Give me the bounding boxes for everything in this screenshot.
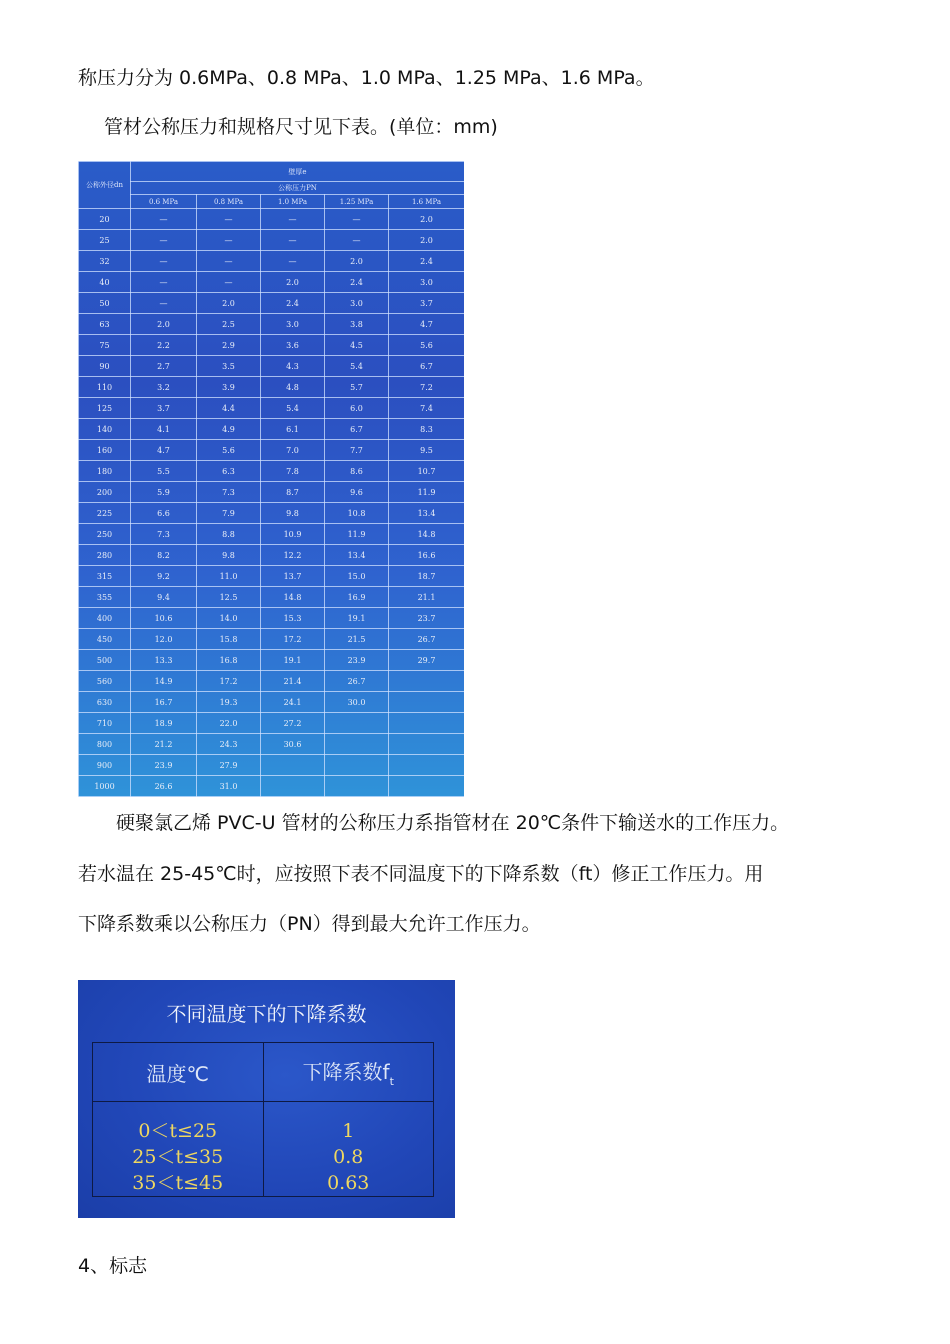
pipe-spec-table [78,161,464,797]
thickness-cell: — [261,209,325,230]
thickness-cell: 8.8 [197,524,261,545]
diameter-cell: 32 [79,251,131,272]
diameter-cell: 200 [79,482,131,503]
thickness-cell: 19.1 [325,608,389,629]
thickness-cell: 17.2 [261,629,325,650]
thickness-cell: 23.9 [325,650,389,671]
diameter-cell: 800 [79,734,131,755]
thickness-cell [389,734,465,755]
table-row [79,419,465,440]
thickness-cell: 19.1 [261,650,325,671]
thickness-cell: — [261,230,325,251]
thickness-cell: 7.9 [197,503,261,524]
thickness-cell: 11.9 [389,482,465,503]
diameter-cell: 315 [79,566,131,587]
column-header: 0.6 MPa [131,195,197,209]
thickness-cell: 9.2 [131,566,197,587]
diameter-cell: 160 [79,440,131,461]
thickness-cell: 31.0 [197,776,261,797]
thickness-cell: — [131,230,197,251]
thickness-cell: 2.4 [261,293,325,314]
section-heading-marking: 4、标志 [78,1255,148,1277]
derating-factor: 0.63 [327,1172,370,1194]
table-row [79,545,465,566]
thickness-cell [389,713,465,734]
thickness-cell: — [197,209,261,230]
group-header: 壁厚e [131,162,465,182]
thickness-cell: 26.6 [131,776,197,797]
thickness-cell: 7.3 [197,482,261,503]
diameter-cell: 900 [79,755,131,776]
thickness-cell: 3.7 [131,398,197,419]
derating-table-image [78,980,455,1218]
thickness-cell: 16.8 [197,650,261,671]
thickness-cell: 8.2 [131,545,197,566]
corner-header: 公称外径dn [79,162,131,209]
table-row [79,293,465,314]
thickness-cell: 4.5 [325,335,389,356]
thickness-cell: 16.9 [325,587,389,608]
temperature-range: 0＜t≤25 [138,1120,218,1142]
temperature-range: 35＜t≤45 [132,1172,224,1194]
thickness-cell: — [131,251,197,272]
diameter-cell: 75 [79,335,131,356]
table-row [79,692,465,713]
thickness-cell: 14.9 [131,671,197,692]
thickness-cell: 6.6 [131,503,197,524]
thickness-cell: 13.3 [131,650,197,671]
thickness-cell: 12.0 [131,629,197,650]
column-header: 0.8 MPa [197,195,261,209]
pipe-spec-table-image [78,161,464,797]
table-row [79,314,465,335]
table-row [79,524,465,545]
thickness-cell: 15.8 [197,629,261,650]
derating-table [92,1042,434,1197]
derating-factors [263,1102,434,1197]
thickness-cell: 29.7 [389,650,465,671]
thickness-cell: 5.7 [325,377,389,398]
temperature-header: 温度℃ [93,1043,264,1102]
thickness-cell: 5.6 [197,440,261,461]
thickness-cell: — [131,209,197,230]
thickness-cell [325,734,389,755]
table-row [79,671,465,692]
thickness-cell: 21.4 [261,671,325,692]
diameter-cell: 1000 [79,776,131,797]
thickness-cell: 3.8 [325,314,389,335]
thickness-cell [261,776,325,797]
thickness-cell: — [197,251,261,272]
table-row [79,440,465,461]
thickness-cell: 13.4 [325,545,389,566]
thickness-cell [261,755,325,776]
thickness-cell: — [197,230,261,251]
thickness-cell: 10.9 [261,524,325,545]
thickness-cell: 23.9 [131,755,197,776]
thickness-cell: 5.4 [325,356,389,377]
thickness-cell: 10.6 [131,608,197,629]
thickness-cell: 2.7 [131,356,197,377]
thickness-cell: 3.0 [325,293,389,314]
thickness-cell: 6.1 [261,419,325,440]
thickness-cell: 9.8 [261,503,325,524]
diameter-cell: 140 [79,419,131,440]
thickness-cell: 2.0 [389,230,465,251]
table-row [79,608,465,629]
thickness-cell: 9.5 [389,440,465,461]
thickness-cell: 8.3 [389,419,465,440]
temperature-ranges [93,1102,264,1197]
thickness-cell: 2.0 [325,251,389,272]
thickness-cell: 10.7 [389,461,465,482]
thickness-cell: 9.6 [325,482,389,503]
thickness-cell: 4.7 [131,440,197,461]
thickness-cell: 30.0 [325,692,389,713]
table-row [79,377,465,398]
thickness-cell: 18.9 [131,713,197,734]
thickness-cell: 21.5 [325,629,389,650]
thickness-cell: 6.7 [325,419,389,440]
thickness-cell: 27.9 [197,755,261,776]
thickness-cell: 12.2 [261,545,325,566]
paragraph-temperature-correction: 若水温在 25-45℃时，应按照下表不同温度下的下降系数（ft）修正工作压力。用 [78,863,764,885]
thickness-cell: 24.1 [261,692,325,713]
table-row [79,650,465,671]
thickness-cell: 7.0 [261,440,325,461]
thickness-cell: 2.0 [131,314,197,335]
diameter-cell: 400 [79,608,131,629]
thickness-cell: 4.1 [131,419,197,440]
diameter-cell: 40 [79,272,131,293]
thickness-cell: 17.2 [197,671,261,692]
thickness-cell: 14.0 [197,608,261,629]
thickness-cell [325,713,389,734]
table-row [79,482,465,503]
thickness-cell: 19.3 [197,692,261,713]
subgroup-header: 公称压力PN [131,182,465,195]
thickness-cell: 2.2 [131,335,197,356]
thickness-cell: 7.7 [325,440,389,461]
table-row [79,335,465,356]
paragraph-table-intro: 管材公称压力和规格尺寸见下表。(单位：mm) [104,116,498,138]
paragraph-pressure-ratings: 称压力分为 0.6MPa、0.8 MPa、1.0 MPa、1.25 MPa、1.6 MPa。 [78,67,655,89]
thickness-cell [389,755,465,776]
thickness-cell: 3.0 [389,272,465,293]
diameter-cell: 110 [79,377,131,398]
diameter-cell: 20 [79,209,131,230]
thickness-cell: 12.5 [197,587,261,608]
thickness-cell: 24.3 [197,734,261,755]
thickness-cell: — [131,293,197,314]
column-header: 1.0 MPa [261,195,325,209]
table-row [79,503,465,524]
thickness-cell: 14.8 [389,524,465,545]
thickness-cell: 3.9 [197,377,261,398]
thickness-cell: 2.4 [325,272,389,293]
thickness-cell: 5.6 [389,335,465,356]
diameter-cell: 63 [79,314,131,335]
thickness-cell: 13.7 [261,566,325,587]
diameter-cell: 225 [79,503,131,524]
thickness-cell: 15.0 [325,566,389,587]
column-header: 1.25 MPa [325,195,389,209]
thickness-cell: 16.7 [131,692,197,713]
table-row [79,272,465,293]
thickness-cell: 6.3 [197,461,261,482]
column-header: 1.6 MPa [389,195,465,209]
table-row [79,398,465,419]
diameter-cell: 560 [79,671,131,692]
thickness-cell: 7.8 [261,461,325,482]
factor-header: 下降系数$f_t$ [263,1043,434,1102]
thickness-cell: 11.0 [197,566,261,587]
thickness-cell: 5.4 [261,398,325,419]
thickness-cell: 2.0 [389,209,465,230]
thickness-cell: 27.2 [261,713,325,734]
thickness-cell: 4.8 [261,377,325,398]
thickness-cell: 3.5 [197,356,261,377]
thickness-cell: 3.0 [261,314,325,335]
thickness-cell: — [131,272,197,293]
thickness-cell: 21.1 [389,587,465,608]
thickness-cell: 26.7 [389,629,465,650]
thickness-cell: 4.4 [197,398,261,419]
diameter-cell: 50 [79,293,131,314]
diameter-cell: 450 [79,629,131,650]
thickness-cell: 2.4 [389,251,465,272]
diameter-cell: 250 [79,524,131,545]
thickness-cell: — [325,209,389,230]
thickness-cell [325,776,389,797]
table-row [79,251,465,272]
thickness-cell: 6.7 [389,356,465,377]
table-row [79,713,465,734]
thickness-cell [325,755,389,776]
derating-factor: 0.8 [333,1146,364,1168]
thickness-cell: 8.6 [325,461,389,482]
thickness-cell: 3.6 [261,335,325,356]
diameter-cell: 280 [79,545,131,566]
thickness-cell: 16.6 [389,545,465,566]
table-row [79,587,465,608]
paragraph-max-pressure: 下降系数乘以公称压力（PN）得到最大允许工作压力。 [78,913,541,935]
derating-title: 不同温度下的下降系数 [166,1002,367,1026]
diameter-cell: 710 [79,713,131,734]
table-row [79,230,465,251]
table-row [79,755,465,776]
table-row [79,629,465,650]
thickness-cell: — [197,272,261,293]
thickness-cell [389,671,465,692]
thickness-cell: 18.7 [389,566,465,587]
thickness-cell: 3.2 [131,377,197,398]
thickness-cell: 15.3 [261,608,325,629]
paragraph-nominal-pressure: 硬聚氯乙烯 PVC-U 管材的公称压力系指管材在 20℃条件下输送水的工作压力。 [116,812,790,834]
derating-factor: 1 [342,1120,355,1142]
thickness-cell: 7.2 [389,377,465,398]
thickness-cell: 23.7 [389,608,465,629]
thickness-cell [389,692,465,713]
table-row [79,776,465,797]
thickness-cell: 14.8 [261,587,325,608]
thickness-cell: 2.5 [197,314,261,335]
thickness-cell: 11.9 [325,524,389,545]
thickness-cell: — [261,251,325,272]
diameter-cell: 500 [79,650,131,671]
table-row [79,209,465,230]
table-row [79,461,465,482]
thickness-cell: 9.8 [197,545,261,566]
table-row [79,566,465,587]
thickness-cell: 30.6 [261,734,325,755]
thickness-cell: 2.0 [261,272,325,293]
thickness-cell: 22.0 [197,713,261,734]
thickness-cell: 6.0 [325,398,389,419]
thickness-cell: 10.8 [325,503,389,524]
diameter-cell: 25 [79,230,131,251]
thickness-cell: 2.9 [197,335,261,356]
diameter-cell: 125 [79,398,131,419]
table-row [79,356,465,377]
thickness-cell: 13.4 [389,503,465,524]
thickness-cell: 7.3 [131,524,197,545]
thickness-cell: — [325,230,389,251]
thickness-cell: 9.4 [131,587,197,608]
thickness-cell: 5.5 [131,461,197,482]
diameter-cell: 90 [79,356,131,377]
diameter-cell: 355 [79,587,131,608]
thickness-cell: 7.4 [389,398,465,419]
thickness-cell: 8.7 [261,482,325,503]
thickness-cell [389,776,465,797]
thickness-cell: 21.2 [131,734,197,755]
thickness-cell: 4.9 [197,419,261,440]
thickness-cell: 3.7 [389,293,465,314]
thickness-cell: 5.9 [131,482,197,503]
temperature-range: 25＜t≤35 [132,1146,224,1168]
diameter-cell: 630 [79,692,131,713]
thickness-cell: 4.3 [261,356,325,377]
thickness-cell: 2.0 [197,293,261,314]
thickness-cell: 4.7 [389,314,465,335]
table-row [79,734,465,755]
thickness-cell: 26.7 [325,671,389,692]
diameter-cell: 180 [79,461,131,482]
